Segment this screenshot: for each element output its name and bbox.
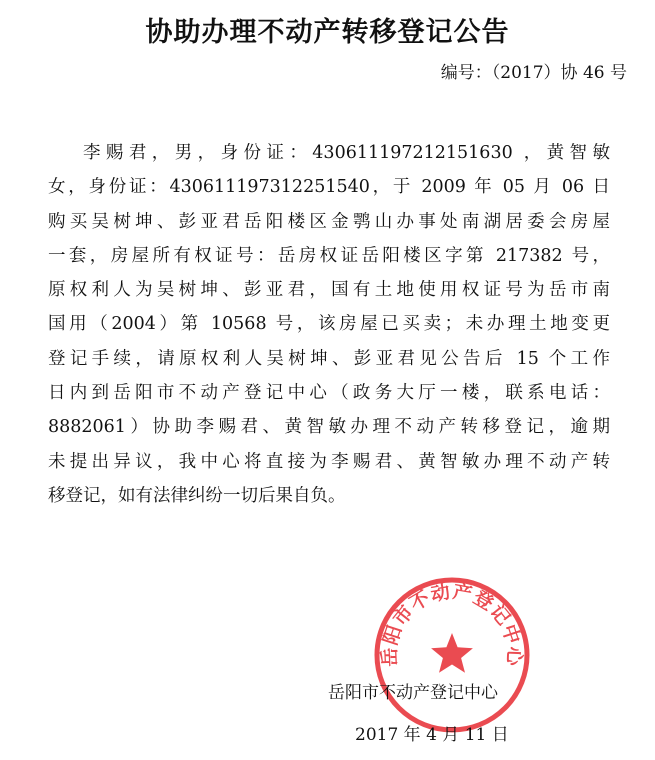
seal-text: 岳阳市不动产登记中心: [378, 580, 526, 668]
body-line: 一套，房屋所有权证号：岳房权证岳阳楼区字第 217382 号，: [48, 245, 610, 266]
notice-title: 协助办理不动产转移登记公告: [145, 17, 510, 48]
body-line: 移登记，如有法律纠纷一切后果自负。: [48, 485, 346, 506]
signature-org: 岳阳市不动产登记中心: [328, 683, 498, 703]
body-line: 登记手续，请原权利人吴树坤、彭亚君见公告后 15 个工作: [48, 348, 610, 369]
body-line: 女，身份证：430611197312251540，于 2009 年 05 月 06 日: [48, 177, 610, 198]
official-seal: [372, 575, 532, 735]
body-line: 原权利人为吴树坤、彭亚君，国有土地使用权证号为岳市南: [48, 280, 610, 301]
body-line: 购买吴树坤、彭亚君岳阳楼区金鹗山办事处南湖居委会房屋: [48, 211, 610, 232]
document-number: 编号：（2017）协 46 号: [440, 63, 627, 83]
body-line: 国用（2004）第 10568 号，该房屋已买卖；未办理土地变更: [48, 314, 610, 335]
body-line: 8882061）协助李赐君、黄智敏办理不动产转移登记，逾期: [48, 417, 610, 438]
star-icon: [431, 633, 473, 673]
body-line: 李赐君，男，身份证：430611197212151630 ，黄智敏: [83, 143, 610, 163]
notice-date: 2017 年 4 月 11 日: [355, 725, 509, 745]
notice-body: [48, 136, 610, 513]
body-line: 日内到岳阳市不动产登记中心（政务大厅一楼，联系电话：: [48, 383, 610, 404]
body-line: 未提出异议，我中心将直接为李赐君、黄智敏办理不动产转: [48, 451, 610, 472]
